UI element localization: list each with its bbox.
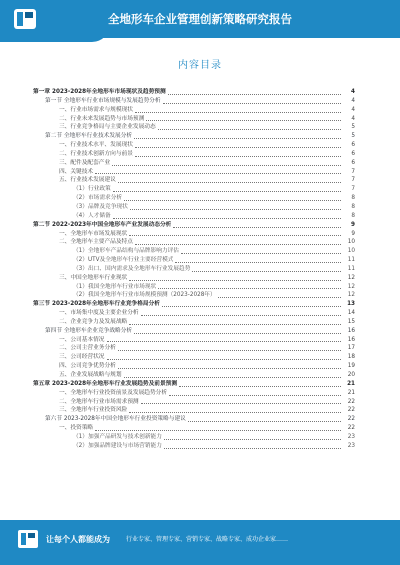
toc-entry[interactable] [33,362,355,371]
toc-entry-page-number: 7 [351,177,355,184]
toc-entry-title: 四、关键技术 [59,168,94,175]
toc-entry-title: 二、全地形车行业市场需求预测 [59,398,139,405]
toc-entry[interactable] [33,230,355,239]
toc-leader-dots [129,324,341,325]
toc-leader-dots [124,200,341,201]
toc-entry-title: 第五章 2023-2028年全地形车行业发展趋势及前景预测 [33,380,178,387]
toc-entry-title: （3）出口、国内需求及全地形车行业发展趋势 [73,265,191,272]
toc-entry-page-number: 21 [347,380,355,387]
toc-leader-dots [118,350,341,351]
toc-entry[interactable] [33,185,355,194]
toc-entry-page-number: 22 [347,407,355,414]
toc-entry-title: 五、企业发展战略与规划 [59,372,122,378]
toc-entry-title: （1）加强产品研发与技术创新能力 [73,433,162,440]
toc-entry[interactable] [33,194,355,203]
toc-leader-dots [192,271,341,272]
toc-entry-page-number: 5 [351,133,355,140]
toc-entry-title: 三、公司经营状况 [59,354,105,361]
toc-entry-page-number: 8 [351,212,355,219]
toc-entry[interactable] [33,97,355,106]
toc-entry[interactable] [33,318,355,327]
toc-entry-title: 三、配件及配套产业 [59,159,111,166]
toc-leader-dots [130,209,341,210]
toc-entry[interactable] [33,256,355,265]
toc-entry[interactable] [33,336,355,345]
toc-leader-dots [179,386,341,387]
toc-entry[interactable] [33,283,355,292]
toc-entry[interactable] [33,327,355,336]
toc-leader-dots [163,103,341,104]
toc-entry-page-number: 22 [347,398,355,405]
toc-leader-dots [146,120,341,121]
toc-leader-dots [129,235,341,236]
toc-leader-dots [188,421,341,422]
header-bar [0,0,400,38]
toc-entry[interactable] [33,132,355,141]
toc-entry-page-number: 10 [347,239,355,246]
toc-leader-dots [112,165,341,166]
toc-entry-title: 二、行业未来发展趋势与市场预测 [59,115,145,122]
toc-entry-page-number: 18 [347,354,355,361]
toc-entry[interactable] [33,123,355,132]
toc-entry-title: 一、投资策略 [59,425,94,432]
footer-experts-list: 行业专家、管理专家、营销专家、战略专家、成功企业家…… [126,536,289,543]
toc-entry-page-number: 8 [351,195,355,202]
toc-leader-dots [113,218,341,219]
toc-leader-dots [141,403,341,404]
toc-entry[interactable] [33,238,355,247]
toc-entry-title: 一、公司基本情况 [59,336,105,343]
toc-entry-page-number: 7 [351,186,355,193]
toc-leader-dots [168,94,341,95]
toc-entry[interactable] [33,221,355,230]
toc-entry-title: 二、公司主营业务分析 [59,345,116,352]
toc-leader-dots [129,412,341,413]
footer-slogan: 让每个人都能成为 [46,535,110,544]
toc-leader-dots [181,253,341,254]
toc-entry[interactable] [33,212,355,221]
toc-entry-page-number: 23 [347,442,355,449]
toc-entry[interactable] [33,247,355,256]
toc-entry-page-number: 12 [347,274,355,281]
toc-entry[interactable] [33,115,355,124]
toc-entry-page-number: 8 [351,203,355,210]
toc-entry-title: 二、企业竞争力及发展战略 [59,318,128,325]
toc-entry-title: 第六节 2023-2028年中国全地形车行业投资策略与建议 [45,416,186,423]
toc-entry-page-number: 12 [347,292,355,299]
toc-entry[interactable] [33,88,355,97]
toc-entry[interactable] [33,344,355,353]
toc-leader-dots [135,156,341,157]
toc-entry-page-number: 16 [347,336,355,343]
toc-entry-title: 第一章 2023-2028年全地形车市场现状及趋势预测 [33,89,166,95]
toc-leader-dots [134,138,341,139]
toc-entry-page-number: 6 [351,142,355,149]
toc-entry[interactable] [33,300,355,309]
toc-entry-title: 第四节 全地形车企业竞争战略分析 [45,327,133,334]
toc-entry-title: 二、行业技术创新方向与前景 [59,150,133,157]
toc-entry-title: 第三节 2023-2028年全地形车行业竞争格局分析 [33,301,160,308]
toc-entry-title: 三、全地形车行业投资风险 [59,407,128,414]
toc-entry[interactable] [33,406,355,415]
toc-entry-title: 第二节 全地形车行业技术发展分析 [45,133,133,140]
toc-leader-dots [107,341,342,342]
toc-entry-page-number: 15 [347,318,355,325]
report-title: 全地形车企业管理创新策略研究报告 [108,12,292,26]
toc-entry-title: （2）UTV及全地形车行业主要经营模式 [73,257,174,264]
toc-entry-title: 二、全地形车主要产品及特点 [59,239,133,246]
toc-heading: 内容目录 [178,60,222,71]
toc-entry[interactable] [33,203,355,212]
toc-leader-dots [164,448,341,449]
toc-leader-dots [135,112,341,113]
toc-entry-page-number: 9 [351,230,355,237]
footer-logo-icon [18,530,38,548]
toc-entry-page-number: 10 [347,248,355,255]
toc-entry[interactable] [33,389,355,398]
toc-leader-dots [118,182,341,183]
toc-leader-dots [95,430,341,431]
toc-entry-page-number: 9 [351,221,355,228]
toc-leader-dots [162,306,341,307]
toc-entry-title: 一、全地形车行业投资前景及发展趋势分析 [59,389,168,396]
toc-entry[interactable] [33,291,355,300]
toc-entry[interactable] [33,141,355,150]
toc-leader-dots [158,288,341,289]
toc-entry-page-number: 23 [347,433,355,440]
toc-entry-page-number: 20 [347,372,355,378]
toc-entry-page-number: 12 [347,283,355,290]
toc-entry[interactable] [33,309,355,318]
toc-leader-dots [164,439,341,440]
toc-entry-title: （2）市场需求分析 [73,195,123,202]
toc-entry-page-number: 11 [347,265,355,272]
toc-entry[interactable] [33,353,355,362]
toc-entry[interactable] [33,415,355,424]
toc-leader-dots [218,297,341,298]
toc-entry[interactable] [33,433,355,442]
toc-entry[interactable] [33,265,355,274]
toc-entry-title: 一、市场集中度及主要企业分析 [59,310,139,317]
footer-bar [0,520,400,565]
toc-leader-dots [113,191,341,192]
toc-entry-page-number: 16 [347,327,355,334]
toc-entry-title: 五、行业技术发展建议 [59,177,116,184]
toc-leader-dots [118,368,341,369]
toc-entry[interactable] [33,380,355,389]
toc-leader-dots [107,359,342,360]
toc-entry-title: （1）行业政策 [73,186,111,193]
toc-entry-title: 第二节 2022-2023年中国全地形车产业发展动态分析 [33,221,172,228]
toc-leader-dots [158,129,341,130]
toc-entry[interactable] [33,176,355,185]
toc-entry-title: （1）全地形车产品结构与品牌影响力评估 [73,248,179,255]
toc-entry-title: 一、行业技术水平、发展现状 [59,142,133,149]
toc-leader-dots [141,315,341,316]
toc-entry-title: （2）我国全地形车行业市场规模预测（2023-2028年） [73,292,216,299]
toc-leader-dots [129,280,341,281]
toc-entry[interactable] [33,371,355,380]
toc-entry-title: 一、全地形车市场发展现状 [59,230,128,237]
toc-entry-title: （4）人才储备 [73,212,111,219]
toc-entry-title: （1）我国全地形车行业市场现状 [73,283,157,290]
toc-leader-dots [173,227,341,228]
toc-entry-page-number: 19 [347,363,355,370]
toc-entry-page-number: 4 [351,89,355,95]
toc-entry[interactable] [33,442,355,451]
toc-entry-page-number: 5 [351,124,355,131]
toc-entry-page-number: 7 [351,168,355,175]
toc-entry-title: 四、公司竞争优势分析 [59,363,116,370]
toc-entry[interactable] [33,424,355,433]
toc-entry[interactable] [33,274,355,283]
toc-leader-dots [95,173,341,174]
toc-entry-page-number: 22 [347,416,355,423]
toc-entry-title: （3）品牌及竞争现状 [73,203,128,210]
toc-entry-page-number: 21 [347,389,355,396]
toc-entry-title: 第一节 全地形车行业市场规模与发展趋势分析 [45,97,161,104]
toc-entry[interactable] [33,398,355,407]
toc-entry-title: 三、行业竞争格局与主要企业发展动态 [59,124,156,131]
toc-leader-dots [135,244,341,245]
toc-entry[interactable] [33,150,355,159]
toc-entry-page-number: 4 [351,97,355,104]
toc-entry-page-number: 11 [347,257,355,264]
toc-entry[interactable] [33,159,355,168]
toc-leader-dots [134,333,341,334]
toc-entry-title: 一、行业市场需求与规模现状 [59,106,133,113]
toc-entry[interactable] [33,106,355,115]
toc-entry-title: （2）加强品牌建设与市场营销能力 [73,442,162,449]
toc-leader-dots [175,262,341,263]
table-of-contents [33,88,355,451]
toc-entry-title: 三、中国全地形车行业现状 [59,274,128,281]
toc-leader-dots [135,147,341,148]
toc-entry-page-number: 22 [347,425,355,432]
toc-entry-page-number: 14 [347,310,355,317]
toc-leader-dots [169,395,341,396]
toc-entry-page-number: 13 [347,301,355,308]
toc-entry-page-number: 6 [351,159,355,166]
toc-leader-dots [124,377,341,378]
toc-entry[interactable] [33,168,355,177]
toc-entry-page-number: 6 [351,150,355,157]
toc-entry-page-number: 4 [351,115,355,122]
toc-entry-page-number: 17 [347,345,355,352]
toc-entry-page-number: 4 [351,106,355,113]
